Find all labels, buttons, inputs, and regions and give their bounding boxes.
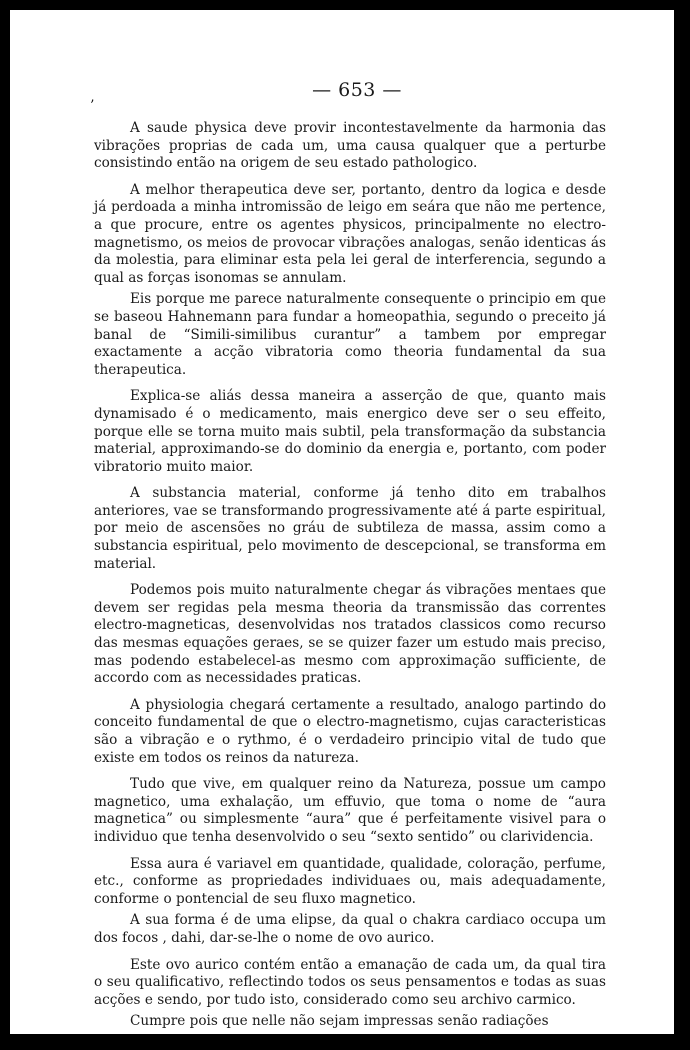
paragraph: Cumpre pois que nelle não sejam impressas senão radiações [130, 1013, 549, 1030]
page-text [94, 78, 606, 1034]
paragraph: A melhor therapeutica deve ser, portanto, dentro da logica e desde já perdoada a minha intromissão de leigo em seára que não me pertence, a que procure, entre os agentes physicos, principalmente no electro-magnetismo, os meios de provocar vibrações analogas, senão identicas ás da molestia, para eliminar esta pela lei geral de interferencia, segundo a qual as forças isonomas se annulam. [94, 181, 606, 286]
paragraph: A substancia material, conforme já tenho dito em trabalhos anteriores, vae se transformando progressivamente até á parte espiritual, por meio de ascensões no gráu de subtileza de massa, assim como a substancia espiritual, pelo movimento de descepcional, se transforma em material. [94, 485, 606, 572]
paragraph: Este ovo aurico contém então a emanação de cada um, da qual tira o seu qualificativo, reflectindo todos os seus pensamentos e todas as suas acções e sendo, por tudo isto, considerado como seu archivo carmico. [94, 956, 606, 1008]
paragraph: Tudo que vive, em qualquer reino da Natureza, possue um campo magnetico, uma exhalação, um effuvio, que toma o nome de “aura magnetica” ou simplesmente “aura” que é perfeitamente visivel para o individuo que tenha desenvolvido o seu “sexto sentido” ou clarividencia. [94, 776, 606, 845]
paragraph: A physiologia chegará certamente a resultado, analogo partindo do conceito fundamental de que o electro-magnetismo, cujas caracteristicas são a vibração e o rythmo, é o verdadeiro principio vital de tudo que existe em todos os reinos da natureza. [94, 696, 606, 766]
paragraph: Essa aura é variavel em quantidade, qualidade, coloração, perfume, etc., conforme as propriedades individuaes ou, mais adequadamente, conforme o pontencial de seu fluxo magnetico. [94, 855, 606, 907]
paragraph: A sua forma é de uma elipse, da qual o chakra cardiaco occupa um dos focos , dahi, dar-se-lhe o nome de ovo aurico. [94, 912, 606, 946]
paragraph: A saude physica deve provir incontestavelmente da harmonia das vibrações proprias de cada um, uma causa qualquer que a perturbe consistindo então na origem de seu estado pathologico. [94, 120, 606, 172]
paragraph: Explica-se aliás dessa maneira a asserção de que, quanto mais dynamisado é o medicamento, mais energico deve ser o seu effeito, porque elle se torna muito mais subtil, pela transformação da substancia material, approximando-se do dominio da energia e, portanto, com poder vibratorio muito maior. [94, 388, 606, 475]
paragraph: Eis porque me parece naturalmente consequente o principio em que se baseou Hahnemann para fundar a homeopathia, segundo o preceito já banal de “Simili-similibus curantur” a tambem por empregar exactamente a acção vibratoria como theoria fundamental da sua therapeutica. [94, 291, 606, 378]
page-number: — 653 — [312, 79, 402, 101]
document-page [10, 10, 674, 1034]
stray-mark: ’ [90, 98, 95, 114]
paragraph: Podemos pois muito naturalmente chegar ás vibrações mentaes que devem ser regidas pela mesma theoria da transmissão das correntes electro-magneticas, desenvolvidas nos tratados classicos como recurso das mesmas equações geraes, se se quizer fazer um estudo mais preciso, mas podendo estabelecel-as mesmo com approximação sufficiente, de accordo com as necessidades praticas. [94, 582, 606, 687]
